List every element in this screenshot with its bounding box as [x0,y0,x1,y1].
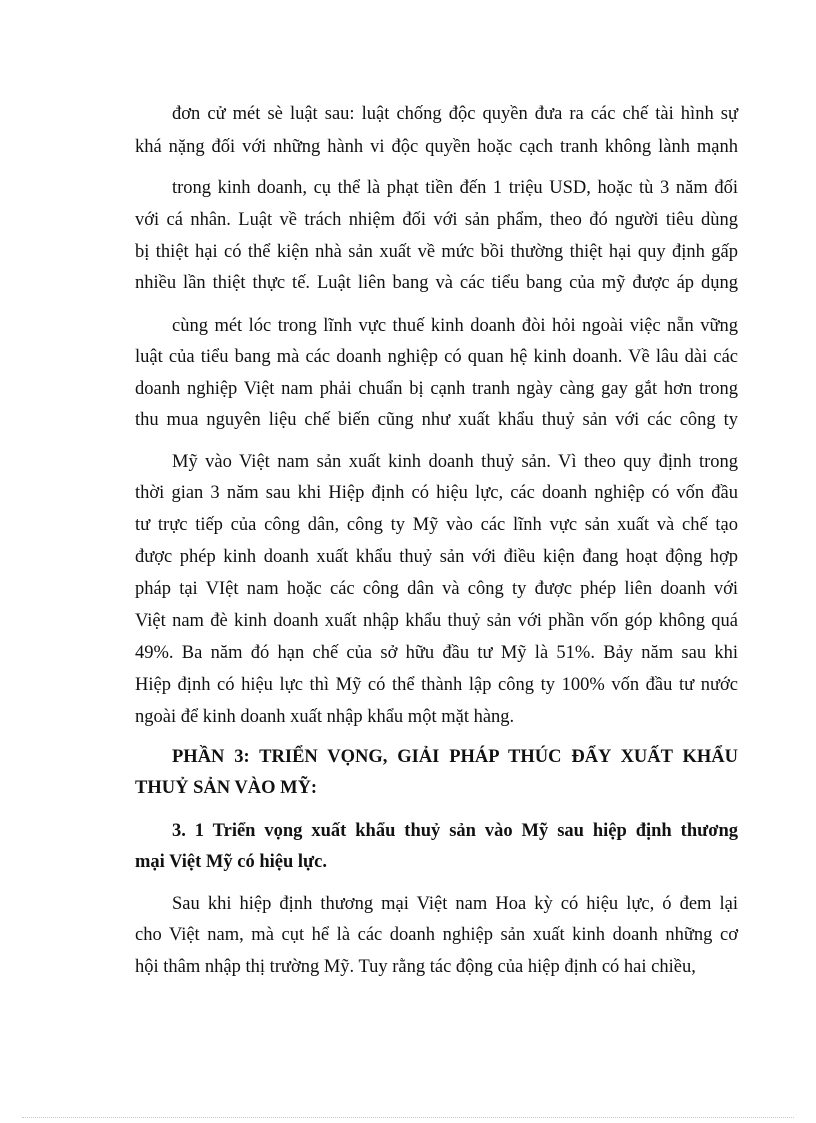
body-line: trong kinh doanh, cụ thể là phạt tiền đến 1 triệu USD, hoặc tù 3 năm đối [172,178,738,198]
body-line: Mỹ vào Việt nam sản xuất kinh doanh thuỷ sản. Vì theo quy định trong [172,452,738,472]
body-line: thời gian 3 năm sau khi Hiệp định có hiệu lực, các doanh nghiệp có vốn đầu [135,483,738,503]
section-heading: THUỶ SẢN VÀO MỸ: [135,778,318,798]
body-line: với cá nhân. Luật về trách nhiệm đối với sản phẩm, theo đó người tiêu dùng [135,210,738,230]
body-line: 49%. Ba năm đó hạn chế của sở hữu đầu tư Mỹ là 51%. Bảy năm sau khi [135,643,738,663]
subsection-heading: 3. 1 Triển vọng xuất khẩu thuỷ sản vào Mỹ sau hiệp định thương [172,821,738,841]
body-line: Việt nam đè kinh doanh xuất nhập khẩu thuỷ sản với phần vốn góp không quá [135,611,738,631]
body-line: luật của tiểu bang mà các doanh nghiệp có quan hệ kinh doanh. Về lâu dài các [135,347,738,367]
body-line: tư trực tiếp của công dân, công ty Mỹ vào các lĩnh vực sản xuất và chế tạo [135,515,738,535]
body-line: nhiều lần thiệt thực tế. Luật liên bang và các tiểu bang của mỹ được áp dụng [135,273,738,293]
body-line: cùng mét lóc trong lĩnh vực thuế kinh doanh đòi hỏi ngoài việc nẵn vững [172,316,738,336]
body-line: thu mua nguyên liệu chế biến cũng như xuất khẩu thuỷ sản với các công ty [135,410,738,430]
page-bottom-rule [22,1117,794,1118]
body-line: Hiệp định có hiệu lực thì Mỹ có thể thành lập công ty 100% vốn đầu tư nước [135,675,738,695]
body-line: bị thiệt hại có thể kiện nhà sản xuất về mức bồi thường thiệt hại quy định gấp [135,242,738,262]
body-line: hội thâm nhập thị trường Mỹ. Tuy rằng tác động của hiệp định có hai chiều, [135,957,696,977]
body-line: pháp tại VIệt nam hoặc các công dân và công ty được phép liên doanh với [135,579,738,599]
body-line: doanh nghiệp Việt nam phải chuẩn bị cạnh tranh ngày càng gay gắt hơn trong [135,379,738,399]
body-line: khá nặng đối với những hành vi độc quyền hoặc cạch tranh không lành mạnh [135,137,738,157]
body-line: đơn cử mét sè luật sau: luật chống độc quyền đưa ra các chế tài hình sự [172,104,738,124]
section-heading: PHẦN 3: TRIỂN VỌNG, GIẢI PHÁP THÚC ĐẨY XUẤT KHẨU [172,747,738,767]
body-line: ngoài để kinh doanh xuất nhập khẩu một mặt hàng. [135,707,515,727]
subsection-heading: mại Việt Mỹ có hiệu lực. [135,852,327,872]
body-line: được phép kinh doanh xuất khẩu thuỷ sản với điều kiện đang hoạt động hợp [135,547,738,567]
body-line: cho Việt nam, mà cụt hể là các doanh nghiệp sản xuất kinh doanh những cơ [135,925,738,945]
body-line: Sau khi hiệp định thương mại Việt nam Hoa kỳ có hiệu lực, ó đem lại [172,894,738,914]
